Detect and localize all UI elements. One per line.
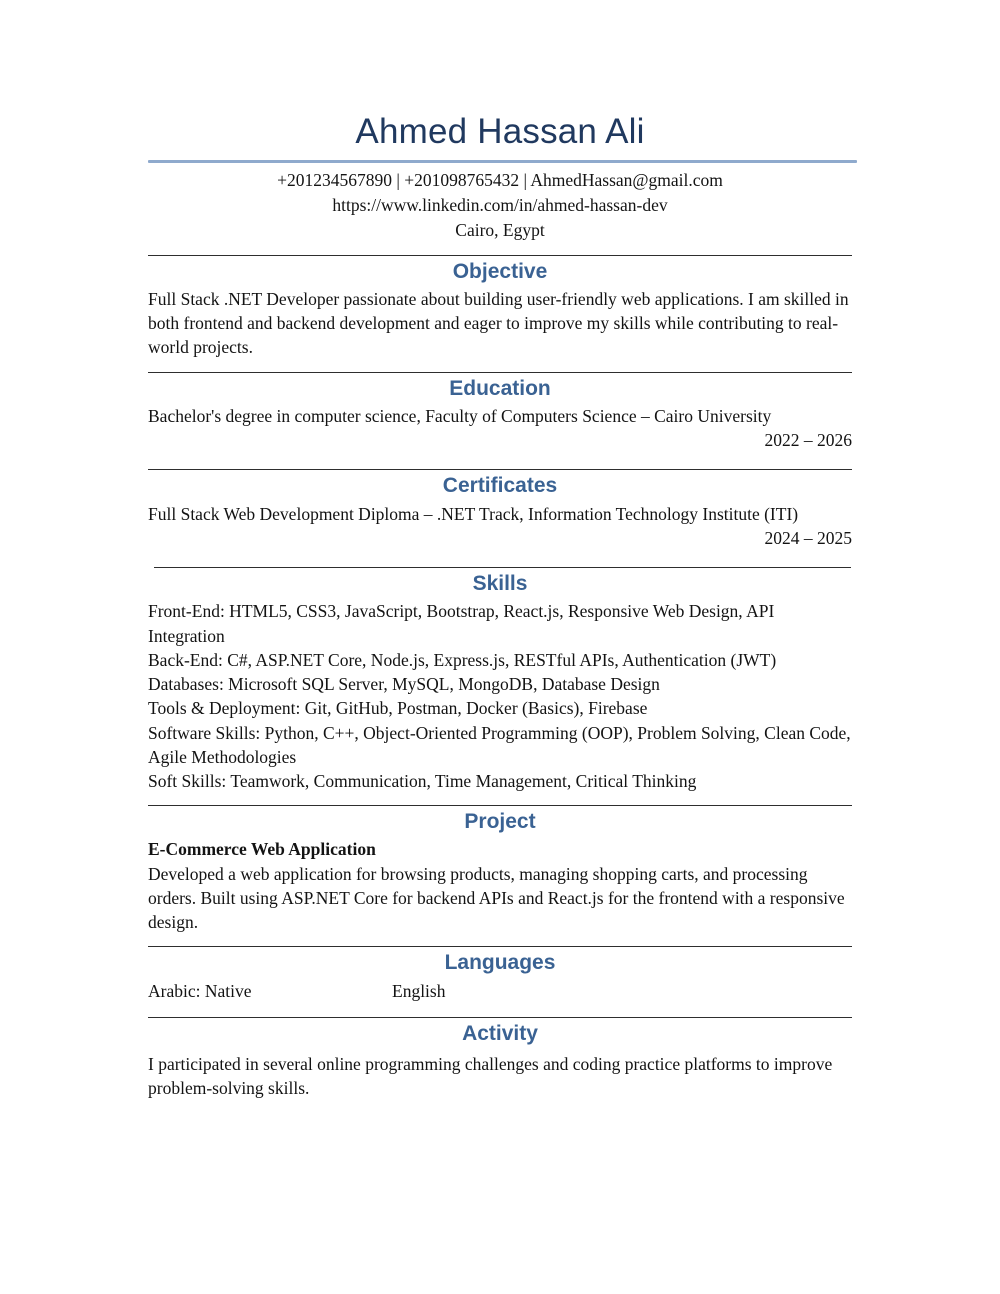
candidate-name: Ahmed Hassan Ali: [355, 112, 645, 151]
certificate-name: Full Stack Web Development Diploma – .NET Track, Information Technology Institute (ITI): [148, 503, 799, 524]
contact-linkedin-url[interactable]: https://www.linkedin.com/in/ahmed-hassan-dev: [332, 195, 668, 216]
activity-text: I participated in several online programming challenges and coding practice platforms to improve problem-solving skills.: [148, 1054, 833, 1099]
project-name: E-Commerce Web Application: [148, 839, 376, 860]
skills-line: Front-End: HTML5, CSS3, JavaScript, Bootstrap, React.js, Responsive Web Design, API Integration: [148, 601, 775, 646]
spacer: [148, 550, 852, 567]
spacer: [148, 798, 852, 805]
contact-phones-email: +201234567890 | +201098765432 | AhmedHassan@gmail.com: [277, 170, 723, 191]
skills-line: Back-End: C#, ASP.NET Core, Node.js, Express.js, RESTful APIs, Authentication (JWT): [148, 649, 777, 670]
section-title-project: Project: [464, 810, 536, 834]
project-description: Developed a web application for browsing products, managing shopping carts, and processing orders. Built using ASP.NET Core for backend APIs and React.js for the frontend with a responsive design.: [148, 863, 845, 933]
certificate-dates: 2024 – 2025: [764, 527, 852, 548]
languages-row: [148, 979, 852, 1017]
contact-block: [148, 163, 852, 243]
spacer: [148, 365, 852, 372]
skills-line: Software Skills: Python, C++, Object-Oriented Programming (OOP), Problem Solving, Clean Code, Agile Methodologies: [148, 722, 851, 767]
project-entry: [148, 837, 852, 939]
skills-line: Databases: Microsoft SQL Server, MySQL, MongoDB, Database Design: [148, 674, 660, 695]
skills-list: [148, 599, 852, 798]
skills-line: Soft Skills: Teamwork, Communication, Time Management, Critical Thinking: [148, 771, 697, 791]
education-dates: 2022 – 2026: [764, 430, 852, 451]
contact-location: Cairo, Egypt: [455, 219, 545, 240]
objective-text: Full Stack .NET Developer passionate about building user-friendly web applications. I am skilled in both frontend and backend development and eager to improve my skills while contributing to real-world projects.: [148, 288, 849, 358]
section-title-certificates: Certificates: [442, 474, 558, 498]
resume-content: [148, 0, 852, 1101]
spacer: [148, 939, 852, 946]
skills-line: Tools & Deployment: Git, GitHub, Postman, Docker (Basics), Firebase: [148, 698, 648, 719]
education-entry: [148, 404, 852, 452]
education-degree: Bachelor's degree in computer science, Faculty of Computers Science – Cairo University: [148, 405, 772, 426]
spacer: [148, 452, 852, 469]
section-title-education: Education: [449, 376, 551, 400]
certificate-entry: [148, 502, 852, 550]
section-title-skills: Skills: [472, 572, 528, 596]
language-english: English: [392, 980, 446, 1001]
section-title-activity: Activity: [462, 1021, 538, 1045]
section-title-objective: Objective: [452, 259, 548, 283]
section-title-languages: Languages: [444, 951, 556, 975]
spacer: [148, 243, 852, 255]
language-arabic: Arabic: Native: [148, 980, 252, 1001]
